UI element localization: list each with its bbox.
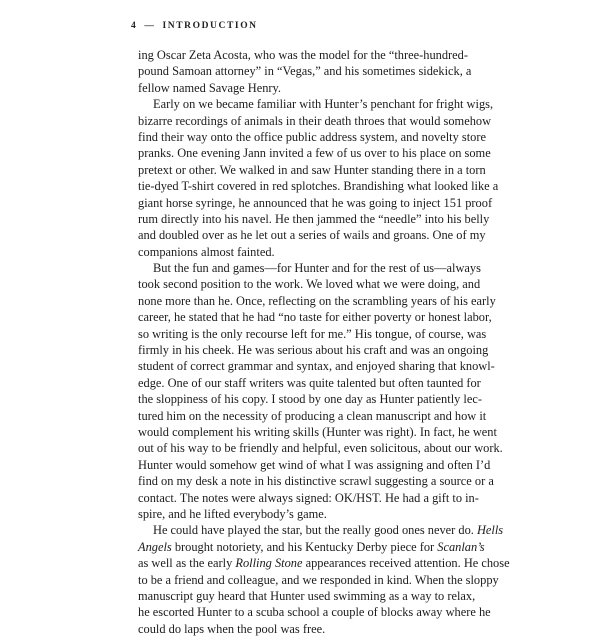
paragraph bbox=[138, 96, 499, 260]
text-line: ing Oscar Zeta Acosta, who was the model for the “three-hundred- bbox=[138, 48, 468, 62]
text-line: would complement his writing skills (Hunter was right). In fact, he went bbox=[138, 424, 497, 439]
running-head bbox=[131, 21, 258, 31]
paragraph bbox=[138, 260, 503, 522]
text-line: manuscript guy heard that Hunter used swimming as a way to relax, bbox=[138, 588, 476, 603]
text-line: firmly in his cheek. He was serious about his craft and was an ongoing bbox=[138, 343, 489, 358]
text-line: pranks. One evening Jann invited a few of us over to his place on some bbox=[138, 146, 491, 161]
text-line: But the fun and games—for Hunter and for the rest of us—always bbox=[153, 261, 481, 276]
page-number: 4 bbox=[131, 21, 138, 31]
text-line: contact. The notes were always signed: OK/HST. He had a gift to in- bbox=[138, 490, 479, 505]
text-line: career, he stated that he had “no taste for either poverty or honest labor, bbox=[138, 310, 492, 325]
text-line: Angels brought notoriety, and his Kentucky Derby piece for Scanlan’s bbox=[138, 539, 485, 554]
text-line: to be a friend and colleague, and we responded in kind. When the sloppy bbox=[138, 572, 499, 587]
text-line: giant horse syringe, he announced that he was going to inject 151 proof bbox=[138, 195, 493, 210]
text-line: and doubled over as he let out a series of wails and groans. One of my bbox=[138, 228, 486, 243]
text-line: pound Samoan attorney” in “Vegas,” and his sometimes sidekick, a bbox=[138, 64, 472, 79]
paragraph bbox=[138, 47, 472, 96]
text-line: He could have played the star, but the really good ones never do. Hells bbox=[153, 523, 504, 538]
body-text bbox=[138, 47, 510, 637]
text-line: find on my desk a note in his distinctive scrawl suggesting a source or a bbox=[138, 474, 494, 489]
text-line: Early on we became familiar with Hunter’s penchant for fright wigs, bbox=[153, 97, 494, 112]
text-line: student of correct grammar and syntax, and enjoyed sharing that knowl- bbox=[138, 359, 495, 374]
text-line: could do laps when the pool was free. bbox=[138, 621, 326, 636]
text-line: fellow named Savage Henry. bbox=[138, 80, 282, 95]
text-line: took second position to the work. We loved what we were doing, and bbox=[138, 277, 481, 292]
running-head-separator: — bbox=[144, 21, 156, 31]
text-line: spire, and he lifted everybody’s game. bbox=[138, 506, 327, 521]
text-line: edge. One of our staff writers was quite talented but often taunted for bbox=[138, 375, 481, 390]
text-line: tured him on the necessity of producing a clean manuscript and how it bbox=[138, 408, 487, 423]
text-line: pretext or other. We walked in and saw Hunter standing there in a torn bbox=[138, 162, 486, 177]
text-line: companions almost fainted. bbox=[138, 244, 275, 259]
paragraph bbox=[138, 522, 510, 637]
text-line: bizarre recordings of animals in their death throes that would somehow bbox=[138, 113, 492, 128]
text-line: rum directly into his navel. He then jammed the “needle” into his belly bbox=[138, 211, 490, 226]
text-line: he escorted Hunter to a scuba school a couple of blocks away where he bbox=[138, 605, 491, 620]
section-title: INTRODUCTION bbox=[162, 21, 258, 31]
text-line: as well as the early Rolling Stone appearances received attention. He chose bbox=[138, 556, 510, 571]
text-line: the sloppiness of his copy. I stood by one day as Hunter patiently lec- bbox=[138, 392, 482, 407]
text-line: Hunter would somehow get wind of what I was assigning and often I’d bbox=[138, 457, 491, 472]
text-line: tie-dyed T-shirt covered in red splotches. Brandishing what looked like a bbox=[138, 179, 499, 194]
text-line: none more than he. Once, reflecting on the scrambling years of his early bbox=[138, 293, 496, 308]
text-line: out of his way to be friendly and helpful, even solicitous, about our work. bbox=[138, 441, 503, 456]
text-line: find their way onto the office public address system, and novelty store bbox=[138, 129, 487, 144]
text-line: so writing is the only recourse left for me.” His tongue, of course, was bbox=[138, 326, 487, 341]
